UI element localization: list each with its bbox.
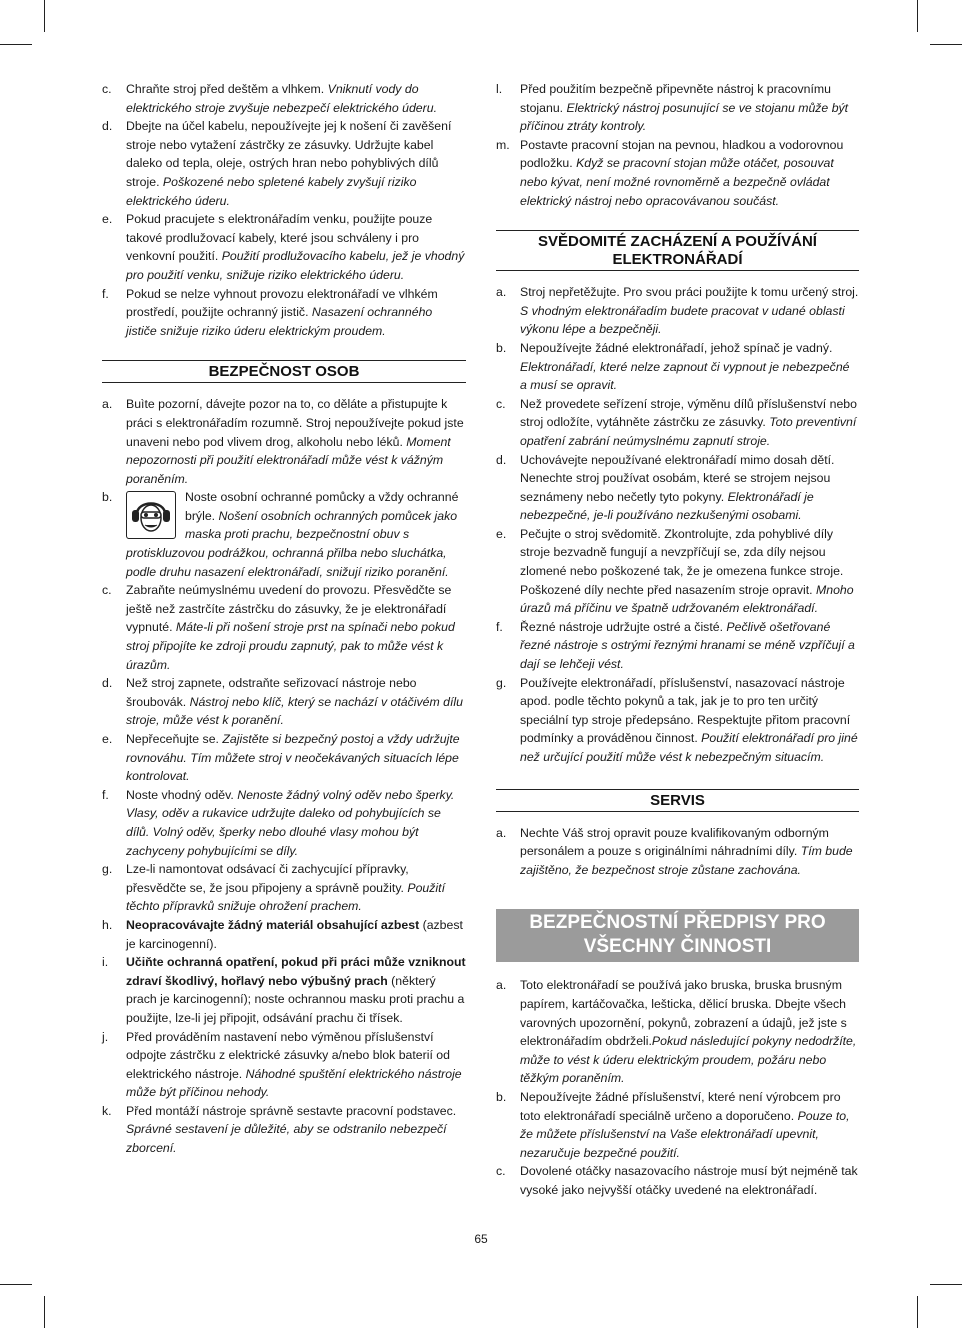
list-item: f. Řezné nástroje udržujte ostré a čisté. Pečlivě ošetřované řezné nástroje s ostrými řeznými hranami se méně vzpříčují a dají se lehčeji vést. xyxy=(496,619,855,672)
section-heading-service: SERVIS xyxy=(496,789,859,812)
crop-mark xyxy=(917,1296,918,1328)
crop-mark xyxy=(930,44,962,45)
list-item: c. Chraňte stroj před deštěm a vlhkem. Vniknutí vody do elektrického stroje zvyšuje nebezpečí elektrického úderu. xyxy=(102,82,438,115)
list-item: d. Dbejte na účel kabelu, nepoužívejte jej k nošení či zavěšení stroje nebo vytažení zástrčky ze zásuvky. Udržujte kabel daleko od tepla, oleje, ostrých hran nebo pohyblivých dílů stroje. Poškozené nebo spletené kabely zvyšují riziko elektrického úderu. xyxy=(102,119,452,208)
crop-mark xyxy=(930,1284,962,1285)
list-item: b. Nepoužívejte žádné elektronářadí, jehož spínač je vadný. Elektronářadí, které nelze zapnout či vypnout je nebezpečné a musí se opravit. xyxy=(496,340,850,393)
list-item: d. Uchovávejte nepoužívané elektronářadí mimo dosah dětí. Nenechte stroj používat osobám, které se strojem nejsou seznámeny nebo nečetly tyto pokyny. Elektronářadí je nebezpečné, je-li používáno nezkušenými osobami. xyxy=(496,452,835,523)
list-item: g. Lze-li namontovat odsávací či zachycující přípravky, přesvědčte se, že jsou připojeny a správně použity. Použití těchto přípravků snižuje ohrožení prachem. xyxy=(102,862,445,914)
list-item: g. Používejte elektronářadí, příslušenství, nasazovací nástroje apod. podle těchto pokynů a tak, jak je to pro ten určitý speciální typ stroje předepsáno. Respektujte přitom pracovní podmínky a prováděnou činnost. Použití elektronářadí pro jiné než určující použití může vést k nebezpečným situacím. xyxy=(496,675,858,764)
list-left-rest xyxy=(102,581,466,916)
banner-line: VŠECHNY ČINNOSTI xyxy=(583,936,772,958)
list-item: c. Dovolené otáčky nasazovacího nástroje musí být nejméně tak vysoké jako nejvyšší otáčky uvedené na elektronářadí. xyxy=(496,1164,858,1197)
crop-mark xyxy=(0,1284,32,1285)
list-item: m. Postavte pracovní stojan na pevnou, hladkou a vodorovnou podložku. Když se pracovní stojan může otáčet, posouvat nebo kývat, není možné rovnoměrně a bezpečně ovládat elektrický nástroj nebo opracovávanou součást. xyxy=(496,137,844,208)
list-item: a. Nechte Váš stroj opravit pouze kvalifikovaným odborným personálem a pouze s originálními náhradními díly. Tím bude zajištěno, že bezpečnost stroje zůstane zachována. xyxy=(496,825,853,877)
left-column xyxy=(102,80,466,1158)
list-item: d. Než stroj zapnete, odstraňte seřizovací nástroje nebo šroubovák. Nástroj nebo klíč, který se nachází v otáčivém dílu stroje, může vést k poranění. xyxy=(102,676,463,728)
section-heading-tool-use xyxy=(496,230,859,271)
list-item: f. Pokud se nelze vyhnout provozu elektronářadí ve vlhkém prostředí, použijte ochranný jistič. Nasazení ochranného jističe snižuje riziko úderu elektrickým proudem. xyxy=(102,286,438,338)
banner-line: BEZPEČNOSTNÍ PŘEDPISY PRO xyxy=(529,912,826,934)
list-item: c. Než provedete seřízení stroje, výměnu dílů příslušenství nebo stroj odložíte, vytáhněte zástrčku ze zásuvky. Toto preventivní opatření zabrání neúmyslnému zapnutí stroje. xyxy=(496,396,857,448)
list-item: k. Před montáží nástroje správně sestavte pracovní podstavec. Správné sestavení je důležité, aby se odstranilo nebezpečí zborcení. xyxy=(102,1103,457,1156)
list-item: b. Noste osobní ochranné pomůcky a vždy ochranné brýle. Nošení osobních ochranných pomůcek jako maska proti prachu, bezpečnostní obuv s protiskluzovou podrážkou, ochranná přilba nebo sluchátka, podle druhu nasazení elektronářadí, snižují riziko poranění. xyxy=(102,490,459,579)
list-item: e. Pokud pracujete s elektronářadím venku, použijte pouze takové prodlužovací kabely, které jsou schváleny i pro venkovní použití. Použití prodlužovacího kabelu, jež je vhodný pro použití venku, snižuje riziko elektrického úderu. xyxy=(102,212,465,282)
section-heading-line: SVĚDOMITÉ ZACHÁZENÍ A POUŽÍVÁNÍ xyxy=(538,233,817,251)
list-item: a. Toto elektronářadí se používá jako bruska, bruska brusným papírem, kartáčovačka, lešticka, dělicí bruska. Dbejte všech varovných upozornění, pokynů, zobrazení a údajů, jež jste s elektronářadím obdrželi.Pokud následující pokyny nedodržíte, může to vést k úderu elektrickým proudem, požáru nebo těžkým poraněním. xyxy=(496,978,857,1086)
goggles-ear-protection-icon xyxy=(126,491,176,539)
list-item: i. Učiňte ochranná opatření, pokud při práci může vzniknout zdraví škodlivý, hořlavý nebo výbušný prach (některý prach je karcinogenní); noste ochrannou masku proti prachu a použijte, lze-li jej připojit, odsávání prachu či třísek. xyxy=(102,955,466,1025)
list-item: f. Noste vhodný oděv. Nenoste žádný volný oděv nebo šperky. Vlasy, oděv a rukavice udržujte daleko od pohybujících se dílů. Volný oděv, šperky nebo dlouhé vlasy mohou být zachyceny pohybujícími se díly. xyxy=(102,787,455,858)
page-number: 65 xyxy=(474,1232,488,1246)
list-item: h. Neopracovávajte žádný materiál obsahující azbest (azbest je karcinogenní). xyxy=(102,917,463,951)
list-left-top xyxy=(102,80,466,340)
list-item: l. Před použitím bezpečně připevněte nástroj k pracovnímu stojanu. Elektrický nástroj posunující se ve stojanu může být příčinou ztráty kontroly. xyxy=(496,82,849,134)
list-item: a. Buìte pozorní, dávejte pozor na to, co děláte a přistupujte k práci s elektronářadím rozumně. Stroj nepoužívejte pokud jste unaveni nebo pod vlivem drog, alkoholu nebo léků. Moment nepozornosti při použití elektronářadí může vést k vážným poraněním. xyxy=(102,397,464,486)
crop-mark xyxy=(917,0,918,32)
list-item: j. Před prováděním nastavení nebo výměnou příslušenství odpojte zástrčku z elektrické zásuvky a/nebo blok baterií od elektrického nástroje. Náhodné spuštění elektrického nástroje může být příčinou nehody. xyxy=(102,1029,462,1100)
list-item: e. Pečujte o stroj svědomitě. Zkontrolujte, zda pohyblivé díly stroje bezvadně fungují a nevzpříčují se, zda díly nejsou zlomené nebo poškozené tak, že je omezena funkce stroje. Poškozené díly nechte před nasazením stroje opravit. Mnoho úrazů má příčinu ve špatně udržovaném elektronářadí. xyxy=(496,526,854,616)
list-item: b. Nepoužívejte žádné příslušenství, které není výrobcem pro toto elektronářadí speciálně určeno a doporučeno. Pouze to, že můžete příslušenství na Vaše elektronářadí upevnit, nezaručuje bezpečné použití. xyxy=(496,1089,850,1160)
crop-mark xyxy=(0,44,32,45)
list-item: a. Stroj nepřetěžujte. Pro svou práci použijte k tomu určený stroj. S vhodným elektronářadím budete pracovat v udané oblasti výkonu lépe a bezpečněji. xyxy=(496,285,859,337)
section-heading-line: ELEKTRONÁŘADÍ xyxy=(612,251,743,269)
list-item: c. Zabraňte neúmyslnému uvedení do provozu. Přesvědčte se ještě než zastrčíte zástrčku do zásuvky, že je elektronářadí vypnuté. Máte-li při nošení stroje prst na spínači nebo pokud stroj připojíte ke zdroji proudu zapnutý, pak to může vést k úrazům. xyxy=(102,583,455,672)
section-heading-personal-safety: BEZPEČNOST OSOB xyxy=(102,360,466,383)
crop-mark xyxy=(44,0,45,32)
right-column xyxy=(496,80,859,1200)
section-banner-all-activities xyxy=(496,909,859,962)
crop-mark xyxy=(44,1296,45,1328)
list-item: e. Nepřeceňujte se. Zajistěte si bezpečný postoj a vždy udržujte rovnováhu. Tím můžete stroj v neočekávaných situacích lépe kontrolovat. xyxy=(102,732,460,784)
